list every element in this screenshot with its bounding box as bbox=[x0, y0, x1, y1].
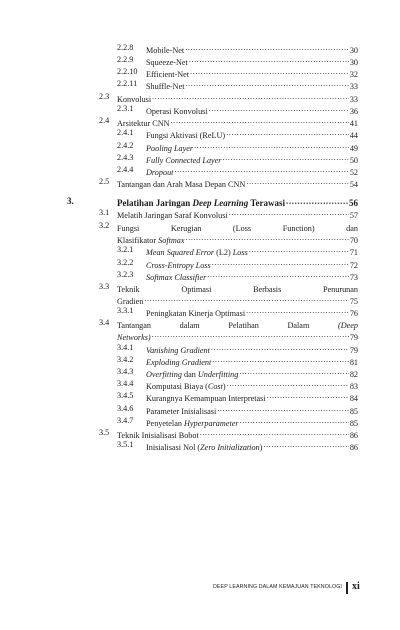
toc-entry-number: 3.3 bbox=[99, 282, 110, 291]
footer-separator bbox=[346, 582, 348, 594]
toc-entry-title: Networks) bbox=[117, 333, 151, 342]
toc-entry-title: Softmax Classifier bbox=[146, 273, 207, 282]
toc-leader-dots bbox=[185, 233, 349, 243]
toc-leader-dots bbox=[216, 404, 349, 414]
toc-leader-dots bbox=[206, 270, 349, 280]
toc-entry-number: 3.3.1 bbox=[117, 306, 134, 315]
toc-leader-dots bbox=[285, 196, 348, 206]
toc-entry[interactable] bbox=[117, 153, 358, 163]
toc-leader-dots bbox=[238, 367, 348, 377]
toc-entry[interactable] bbox=[117, 245, 358, 255]
toc-entry[interactable] bbox=[99, 294, 358, 304]
toc-entry-page: 85 bbox=[349, 407, 358, 416]
toc-entry-page: 33 bbox=[349, 95, 358, 104]
toc-entry-number: 2.2.9 bbox=[117, 55, 134, 64]
toc-entry-number: 3.4.6 bbox=[117, 404, 134, 413]
toc-entry-number: 3. bbox=[67, 196, 74, 206]
toc-entry-title: Konvolusi bbox=[117, 95, 152, 104]
toc-entry-page: 75 bbox=[349, 297, 358, 306]
toc-leader-dots bbox=[211, 355, 349, 365]
toc-entry[interactable] bbox=[117, 391, 358, 401]
toc-entry-title: Arsitektur CNN bbox=[117, 119, 170, 128]
toc-entry[interactable] bbox=[99, 318, 358, 328]
toc-leader-dots bbox=[228, 208, 349, 218]
toc-entry-page: 79 bbox=[349, 333, 358, 342]
toc-entry-page: 30 bbox=[349, 58, 358, 67]
toc-entry-page: 85 bbox=[349, 419, 358, 428]
toc-entry-number: 2.3 bbox=[99, 92, 110, 101]
toc-entry-page: 33 bbox=[349, 82, 358, 91]
toc-entry-page: 76 bbox=[349, 309, 358, 318]
toc-entry[interactable] bbox=[117, 379, 358, 389]
toc-entry[interactable] bbox=[99, 282, 358, 292]
toc-entry-page: 41 bbox=[349, 119, 358, 128]
toc-leader-dots bbox=[248, 245, 349, 255]
toc-leader-dots bbox=[226, 379, 349, 389]
toc-entry-number: 3.2 bbox=[99, 221, 110, 230]
toc-entry-title: Parameter Inisialisasi bbox=[146, 407, 217, 416]
toc-entry-page: 32 bbox=[349, 70, 358, 79]
toc-entry-page: 79 bbox=[349, 346, 358, 355]
toc-entry-page: 57 bbox=[349, 211, 358, 220]
toc-leader-dots bbox=[239, 416, 349, 426]
toc-entry-number: 2.4 bbox=[99, 116, 110, 125]
toc-entry-title: Fungsi Aktivasi (ReLU) bbox=[146, 131, 226, 140]
toc-entry-title: Fully Connected Layer bbox=[146, 156, 222, 165]
toc-leader-dots bbox=[199, 428, 349, 438]
toc-entry[interactable] bbox=[117, 141, 358, 151]
toc-entry-page: 73 bbox=[349, 273, 358, 282]
toc-entry-number: 3.4.3 bbox=[117, 367, 134, 376]
toc-leader-dots bbox=[184, 43, 349, 53]
toc-entry-number: 3.2.3 bbox=[117, 270, 134, 279]
toc-entry-number: 3.5.1 bbox=[117, 440, 134, 449]
toc-entry-title: Fungsi Kerugian (Loss Function) dan bbox=[117, 224, 358, 233]
toc-entry[interactable] bbox=[117, 43, 358, 53]
toc-entry[interactable] bbox=[117, 258, 358, 268]
toc-entry-title: Melatih Jaringan Saraf Konvolusi bbox=[117, 211, 228, 220]
toc-entry[interactable] bbox=[67, 196, 358, 206]
toc-leader-dots bbox=[193, 141, 349, 151]
toc-entry-number: 3.5 bbox=[99, 428, 110, 437]
toc-entry-title: Penyetelan Hyperparameter bbox=[146, 419, 239, 428]
toc-entry-page: 52 bbox=[349, 168, 358, 177]
toc-leader-dots bbox=[211, 258, 349, 268]
toc-entry-number: 3.4.5 bbox=[117, 391, 134, 400]
toc-leader-dots bbox=[188, 55, 349, 65]
toc-entry-number: 2.2.11 bbox=[117, 79, 138, 88]
toc-entry-title: Vanishing Gradient bbox=[146, 346, 210, 355]
toc-entry[interactable] bbox=[117, 404, 358, 414]
toc-entry-title: Komputasi Biaya (Cost) bbox=[146, 382, 226, 391]
toc-entry-page: 86 bbox=[349, 431, 358, 440]
toc-entry[interactable] bbox=[117, 67, 358, 77]
toc-leader-dots bbox=[151, 330, 349, 340]
toc-entry[interactable] bbox=[117, 367, 358, 377]
toc-leader-dots bbox=[189, 67, 349, 77]
toc-entry-page: 70 bbox=[349, 236, 358, 245]
toc-entry-number: 3.2.2 bbox=[117, 258, 134, 267]
page-footer bbox=[0, 582, 400, 594]
toc-entry-title: Efficient-Net bbox=[146, 70, 190, 79]
toc-entry[interactable] bbox=[117, 55, 358, 65]
toc-entry-number: 3.4.1 bbox=[117, 343, 134, 352]
toc-entry-number: 3.4.7 bbox=[117, 416, 134, 425]
toc-entry[interactable] bbox=[99, 208, 358, 218]
toc-entry-number: 2.2.8 bbox=[117, 43, 134, 52]
toc-entry-page: 81 bbox=[349, 358, 358, 367]
toc-entry-title: Overfitting dan Underfitting bbox=[146, 370, 239, 379]
toc-entry-title: Squeeze-Net bbox=[146, 58, 188, 67]
toc-leader-dots bbox=[143, 294, 348, 304]
toc-leader-dots bbox=[225, 128, 349, 138]
toc-leader-dots bbox=[173, 165, 348, 175]
toc-entry[interactable] bbox=[117, 79, 358, 89]
toc-entry[interactable] bbox=[117, 270, 358, 280]
toc-entry-number: 3.4.4 bbox=[117, 379, 134, 388]
toc-leader-dots bbox=[151, 92, 349, 102]
toc-entry[interactable] bbox=[99, 177, 358, 187]
toc-entry-page: 44 bbox=[349, 131, 358, 140]
toc-entry[interactable] bbox=[117, 355, 358, 365]
toc-entry-page: 49 bbox=[349, 144, 358, 153]
toc-entry-title: Tantangan dan Arah Masa Depan CNN bbox=[117, 180, 246, 189]
toc-entry-page: 82 bbox=[349, 370, 358, 379]
toc-leader-dots bbox=[245, 306, 349, 316]
toc-leader-dots bbox=[245, 177, 348, 187]
toc-entry-title: Exploding Gradient bbox=[146, 358, 212, 367]
toc-entry-page: 83 bbox=[349, 382, 358, 391]
toc-entry-number: 2.2.10 bbox=[117, 67, 138, 76]
toc-entry-number: 2.3.1 bbox=[117, 104, 134, 113]
toc-entry-title: Mobile-Net bbox=[146, 46, 185, 55]
toc-entry-number: 2.4.2 bbox=[117, 141, 134, 150]
toc-entry-number: 3.2.1 bbox=[117, 245, 134, 254]
toc-entry-title: Kurangnya Kemampuan Interpretasi bbox=[146, 394, 266, 403]
toc-entry-title: Cross-Entropy Loss bbox=[146, 261, 211, 270]
toc-entry-title: Operasi Konvolusi bbox=[146, 107, 208, 116]
toc-entry-title: Pelatihan Jaringan Deep Learning Terawasi bbox=[117, 198, 286, 208]
toc-entry-title: Teknik Inisialisasi Bobot bbox=[117, 431, 199, 440]
toc-entry-number: 2.4.4 bbox=[117, 165, 134, 174]
toc-entry[interactable] bbox=[99, 221, 358, 231]
toc-entry-title: Pooling Layer bbox=[146, 144, 194, 153]
toc-entry-page: 36 bbox=[349, 107, 358, 116]
toc-entry-title: Mean Squared Error (L2) Loss bbox=[146, 248, 248, 257]
toc-entry-title: Peningkatan Kinerja Optimasi bbox=[146, 309, 246, 318]
toc-entry-title: Tantangan dalam Pelatihan Dalam (Deep bbox=[117, 321, 358, 330]
toc-entry-title: Dropout bbox=[146, 168, 174, 177]
toc-entry-page: 71 bbox=[349, 248, 358, 257]
toc-entry-number: 3.4.2 bbox=[117, 355, 134, 364]
toc-entry[interactable] bbox=[117, 416, 358, 426]
running-title: DEEP LEARNING DALAM KEMAJUAN TEKNOLOGI bbox=[213, 584, 342, 590]
toc-entry-page: 56 bbox=[349, 198, 358, 208]
toc-entry[interactable] bbox=[117, 306, 358, 316]
toc-entry[interactable] bbox=[117, 343, 358, 353]
toc-entry[interactable] bbox=[99, 428, 358, 438]
toc-leader-dots bbox=[210, 343, 349, 353]
toc-leader-dots bbox=[262, 440, 348, 450]
toc-entry[interactable] bbox=[99, 330, 358, 340]
toc-entry-title: Teknik Optimasi Berbasis Penurunan bbox=[117, 285, 358, 294]
toc-entry[interactable] bbox=[99, 233, 358, 243]
toc-entry-page: 72 bbox=[349, 261, 358, 270]
toc-entry-title: Gradien bbox=[117, 297, 144, 306]
toc-entry[interactable] bbox=[117, 104, 358, 114]
toc-entry-page: 30 bbox=[349, 46, 358, 55]
toc-entry[interactable] bbox=[99, 116, 358, 126]
toc-entry[interactable] bbox=[117, 165, 358, 175]
toc-entry[interactable] bbox=[99, 92, 358, 102]
toc-entry-number: 3.4 bbox=[99, 318, 110, 327]
page-number: xi bbox=[352, 581, 360, 592]
toc-entry-number: 2.5 bbox=[99, 177, 110, 186]
toc-entry-page: 86 bbox=[349, 443, 358, 452]
toc-entry-page: 50 bbox=[349, 156, 358, 165]
toc-leader-dots bbox=[222, 153, 349, 163]
toc-entry[interactable] bbox=[117, 128, 358, 138]
toc-entry-number: 2.4.3 bbox=[117, 153, 134, 162]
toc-leader-dots bbox=[170, 116, 349, 126]
toc-entry-title: Shuffle-Net bbox=[146, 82, 185, 91]
toc-entry[interactable] bbox=[117, 440, 358, 450]
toc-entry-title: Klasifikator Softmax bbox=[117, 236, 185, 245]
toc-leader-dots bbox=[208, 104, 349, 114]
toc-entry-title: Inisialisasi Nol (Zero Initialization) bbox=[146, 443, 263, 452]
toc-entry-number: 3.1 bbox=[99, 208, 110, 217]
toc-leader-dots bbox=[185, 79, 349, 89]
toc-leader-dots bbox=[266, 391, 349, 401]
toc-entry-number: 2.4.1 bbox=[117, 128, 134, 137]
toc-entry-page: 54 bbox=[349, 180, 358, 189]
toc-entry-page: 84 bbox=[349, 394, 358, 403]
